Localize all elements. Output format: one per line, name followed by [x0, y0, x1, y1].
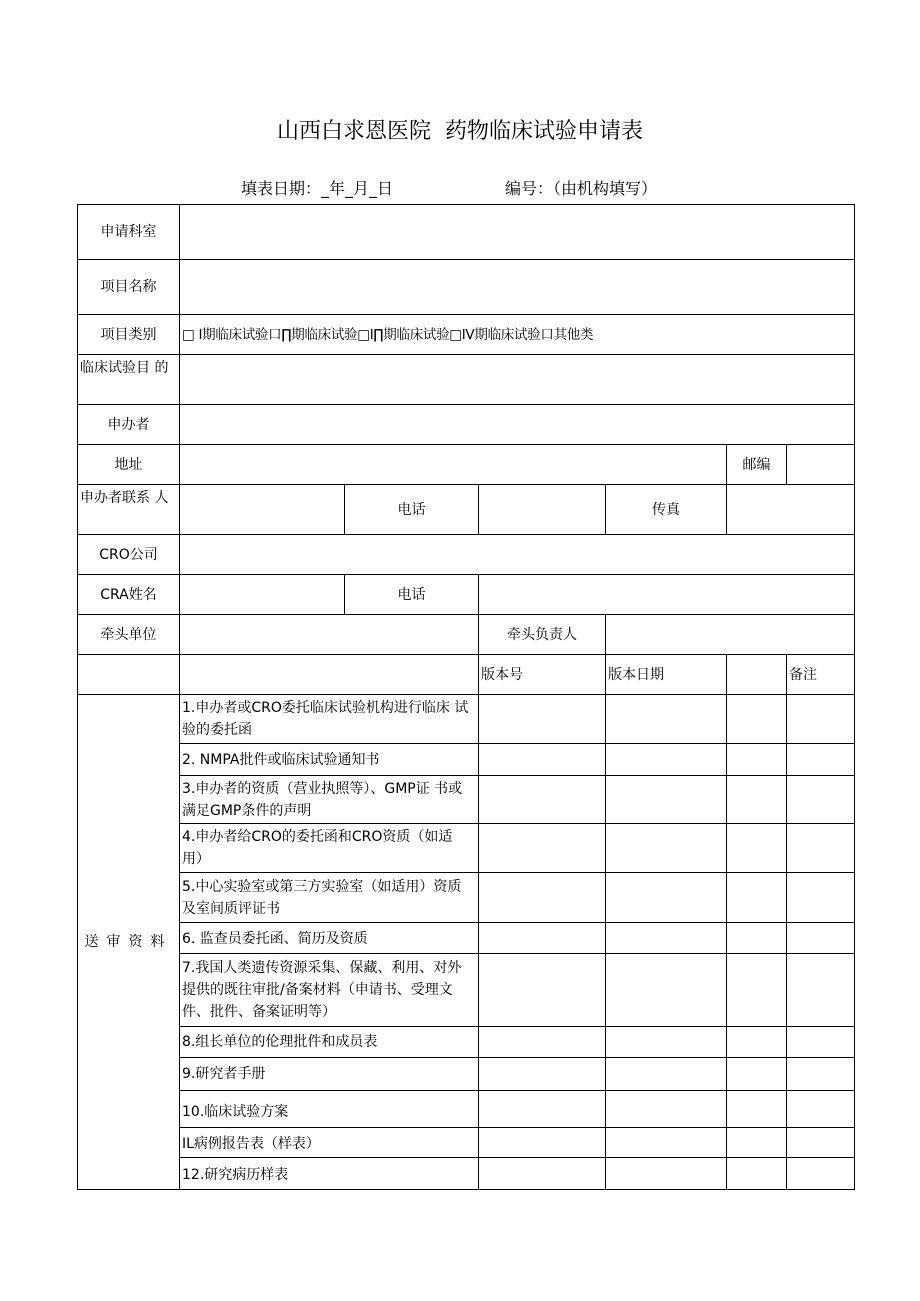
sponsor-contact-label: 申办者联系 人 [78, 485, 180, 535]
doc-date-cell[interactable] [606, 744, 727, 776]
doc-date-cell[interactable] [606, 1027, 727, 1058]
category-label: 项目类别 [78, 315, 180, 355]
doc-item: 12.研究病历样表 [180, 1158, 479, 1190]
fax-label: 传真 [606, 485, 727, 535]
form-number-line: 编号：（由机构填写） [505, 179, 658, 198]
doc-item: 4.申办者给CRO的委托函和CRO资质（如适 用） [180, 824, 479, 873]
address-label: 地址 [78, 445, 180, 485]
doc-date-cell[interactable] [606, 776, 727, 824]
doc-remark-cell[interactable] [787, 954, 855, 1027]
doc-remark-cell[interactable] [787, 824, 855, 873]
doc-item: IL病例报告表（样表） [180, 1128, 479, 1158]
sponsor-label: 申办者 [78, 405, 180, 445]
cra-phone-label: 电话 [345, 575, 479, 615]
doc-remark-cell[interactable] [787, 776, 855, 824]
doc-extra-cell[interactable] [727, 1027, 787, 1058]
doc-item: 1.申办者或CRO委托临床试验机构进行临床 试验的委托函 [180, 695, 479, 744]
cra-phone-field[interactable] [479, 575, 855, 615]
cro-field[interactable] [180, 535, 855, 575]
doc-extra-cell[interactable] [727, 776, 787, 824]
doc-version-cell[interactable] [479, 1058, 606, 1091]
doc-remark-cell[interactable] [787, 744, 855, 776]
category-options-cell[interactable] [180, 315, 855, 355]
doc-remark-cell[interactable] [787, 1058, 855, 1091]
doc-extra-cell[interactable] [727, 923, 787, 954]
doc-date-cell[interactable] [606, 824, 727, 873]
doc-item: 9.研究者手册 [180, 1058, 479, 1091]
doc-header-blank-3 [727, 655, 787, 695]
doc-item: 10.临床试验方案 [180, 1091, 479, 1128]
doc-version-cell[interactable] [479, 695, 606, 744]
doc-version-cell[interactable] [479, 1158, 606, 1190]
doc-remark-cell[interactable] [787, 695, 855, 744]
doc-date-cell[interactable] [606, 695, 727, 744]
lead-unit-label: 牵头单位 [78, 615, 180, 655]
documents-section-label: 送审资料 [78, 695, 180, 1190]
lead-person-field[interactable] [606, 615, 855, 655]
doc-remark-cell[interactable] [787, 873, 855, 923]
doc-date-cell[interactable] [606, 1091, 727, 1128]
doc-extra-cell[interactable] [727, 1091, 787, 1128]
sponsor-phone-label: 电话 [345, 485, 479, 535]
cra-label: CRA姓名 [78, 575, 180, 615]
fill-date-line: 填表日期：_年_月_日 [241, 179, 394, 198]
doc-remark-cell[interactable] [787, 1128, 855, 1158]
dept-field[interactable] [180, 205, 855, 260]
doc-version-cell[interactable] [479, 954, 606, 1027]
doc-item: 7.我国人类遗传资源采集、保藏、利用、对外 提供的既往审批/备案材料（申请书、受理文 件、批件、备案证明等） [180, 954, 479, 1027]
doc-header-blank-2 [180, 655, 479, 695]
sponsor-field[interactable] [180, 405, 855, 445]
doc-version-cell[interactable] [479, 923, 606, 954]
cra-name-field[interactable] [180, 575, 345, 615]
application-form-table [77, 204, 855, 1190]
doc-extra-cell[interactable] [727, 1058, 787, 1091]
doc-item: 8.组长单位的伦理批件和成员表 [180, 1027, 479, 1058]
dept-label: 申请科室 [78, 205, 180, 260]
postcode-field[interactable] [787, 445, 855, 485]
doc-version-cell[interactable] [479, 824, 606, 873]
doc-version-cell[interactable] [479, 873, 606, 923]
doc-extra-cell[interactable] [727, 824, 787, 873]
doc-date-cell[interactable] [606, 873, 727, 923]
doc-date-cell[interactable] [606, 954, 727, 1027]
doc-extra-cell[interactable] [727, 954, 787, 1027]
doc-remark-cell[interactable] [787, 1027, 855, 1058]
address-field[interactable] [180, 445, 727, 485]
category-options[interactable]: □ I期临床试验口∏期临床试验□I∏期临床试验□IV期临床试验口其他类 [182, 326, 594, 343]
doc-item: 2. NMPA批件或临床试验通知书 [180, 744, 479, 776]
lead-unit-field[interactable] [180, 615, 479, 655]
doc-item: 3.申办者的资质（营业执照等）、GMP证 书或 满足GMP条件的声明 [180, 776, 479, 824]
doc-version-cell[interactable] [479, 1128, 606, 1158]
remark-col-header: 备注 [787, 655, 855, 695]
lead-person-label: 牵头负责人 [479, 615, 606, 655]
doc-remark-cell[interactable] [787, 923, 855, 954]
doc-remark-cell[interactable] [787, 1091, 855, 1128]
doc-item: 5.中心实验室或第三方实验室（如适用）资质 及室间质评证书 [180, 873, 479, 923]
version-col-header: 版本号 [479, 655, 606, 695]
doc-header-blank [78, 655, 180, 695]
doc-extra-cell[interactable] [727, 744, 787, 776]
doc-version-cell[interactable] [479, 1027, 606, 1058]
postcode-label: 邮编 [727, 445, 787, 485]
doc-extra-cell[interactable] [727, 1128, 787, 1158]
doc-extra-cell[interactable] [727, 873, 787, 923]
doc-date-cell[interactable] [606, 1058, 727, 1091]
doc-date-cell[interactable] [606, 1158, 727, 1190]
fax-field[interactable] [727, 485, 855, 535]
doc-version-cell[interactable] [479, 1091, 606, 1128]
version-date-col-header: 版本日期 [606, 655, 727, 695]
doc-item: 6. 监查员委托函、简历及资质 [180, 923, 479, 954]
sponsor-contact-field[interactable] [180, 485, 345, 535]
purpose-label: 临床试验目 的 [78, 355, 180, 405]
doc-version-cell[interactable] [479, 744, 606, 776]
doc-date-cell[interactable] [606, 923, 727, 954]
form-title: 山西白求恩医院 药物临床试验申请表 [277, 119, 643, 144]
cro-label: CRO公司 [78, 535, 180, 575]
project-name-field[interactable] [180, 260, 855, 315]
purpose-field[interactable] [180, 355, 855, 405]
sponsor-phone-field[interactable] [479, 485, 606, 535]
doc-extra-cell[interactable] [727, 695, 787, 744]
doc-remark-cell[interactable] [787, 1158, 855, 1190]
doc-version-cell[interactable] [479, 776, 606, 824]
project-name-label: 项目名称 [78, 260, 180, 315]
doc-extra-cell[interactable] [727, 1158, 787, 1190]
doc-date-cell[interactable] [606, 1128, 727, 1158]
